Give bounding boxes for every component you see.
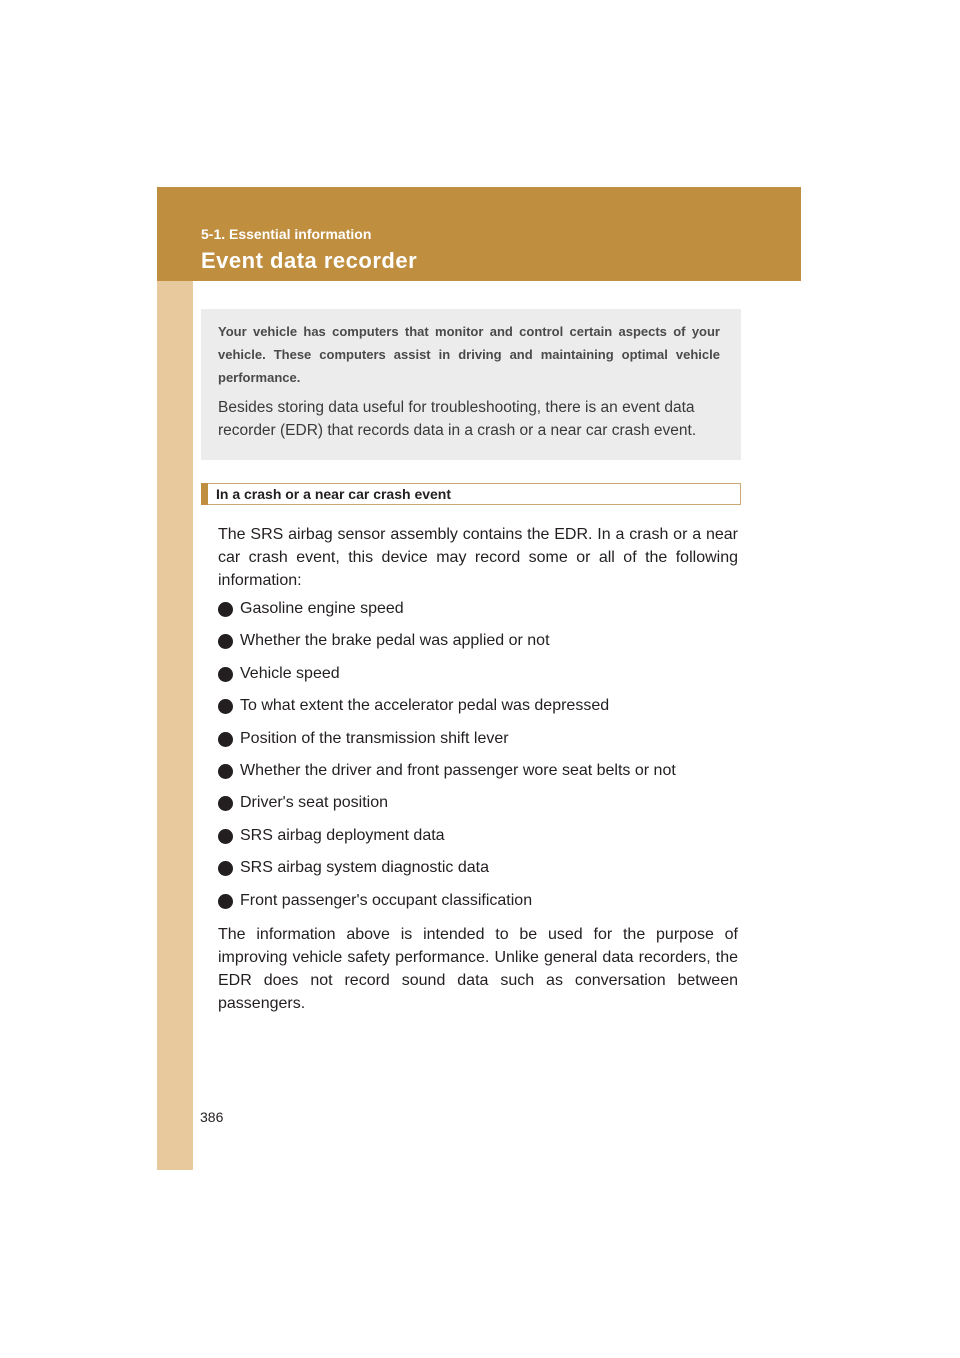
intro-paragraph-2: Besides storing data useful for troubleshooting, there is an event data recorder (EDR) that records data in a crash or a near car crash event. [218, 399, 697, 439]
bullet-icon [218, 861, 233, 876]
bullet-icon [218, 732, 233, 747]
list-item-text: To what extent the accelerator pedal was depressed [240, 697, 610, 715]
section-label: 5-1. Essential information [201, 226, 372, 242]
list-item [218, 892, 676, 924]
list-item-text: Gasoline engine speed [240, 600, 404, 617]
list-item [218, 665, 676, 697]
list-item [218, 697, 676, 729]
list-item [218, 730, 676, 762]
bullet-icon [218, 829, 233, 844]
side-strip [157, 187, 193, 1170]
list-item [218, 632, 676, 664]
list-item-text: Driver's seat position [240, 794, 388, 812]
bullet-icon [218, 634, 233, 649]
list-item [218, 794, 676, 826]
list-item [218, 762, 676, 794]
bullet-icon [218, 894, 233, 909]
list-item-text: Whether the brake pedal was applied or not [240, 632, 550, 650]
page-title: Event data recorder [201, 248, 418, 273]
bullet-icon [218, 764, 233, 779]
intro-paragraph-1: Your vehicle has computers that monitor and control certain aspects of your vehicle. These computers assist in driving and maintaining optimal vehicle performance. [218, 324, 720, 385]
subheading-accent [201, 483, 208, 505]
bullet-icon [218, 796, 233, 811]
list-item-text: SRS airbag system diagnostic data [240, 859, 490, 877]
list-item [218, 600, 676, 632]
list-item-text: Vehicle speed [240, 664, 340, 682]
list-item-text: SRS airbag deployment data [240, 826, 445, 844]
list-item [218, 827, 676, 859]
list-item-text: Front passenger's occupant classification [240, 891, 533, 909]
body-paragraph-1: The SRS airbag sensor assembly contains the EDR. In a crash or a near car crash event, this device may record some or all of the following information: [218, 526, 738, 589]
list-item [218, 859, 676, 891]
list-item-text: Position of the transmission shift lever [240, 729, 509, 747]
body-paragraph-2: The information above is intended to be used for the purpose of improving vehicle safety performance. Unlike general data recorders, the EDR does not record sound data such as conversation between passengers. [218, 926, 738, 1012]
bullet-icon [218, 699, 233, 714]
list-item-text: Whether the driver and front passenger wore seat belts or not [240, 761, 676, 779]
page-number: 386 [200, 1109, 224, 1125]
subheading: In a crash or a near car crash event [216, 486, 452, 502]
recorded-data-list [218, 600, 676, 924]
bullet-icon [218, 602, 233, 617]
bullet-icon [218, 667, 233, 682]
